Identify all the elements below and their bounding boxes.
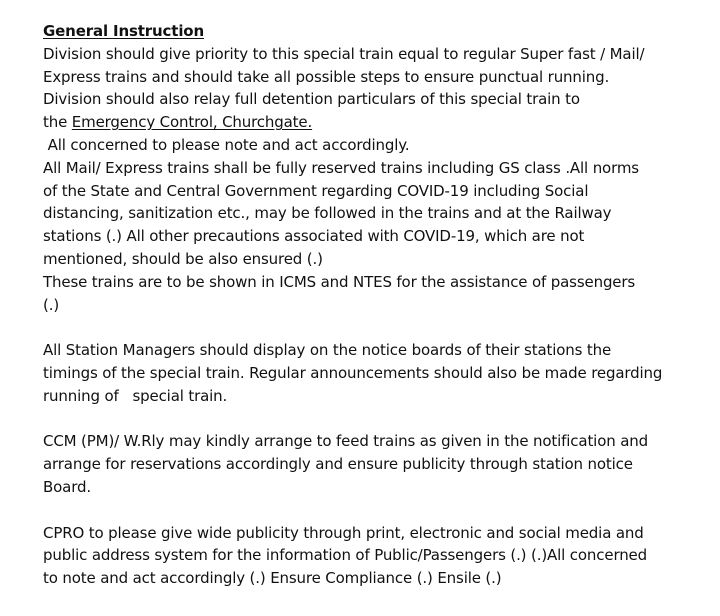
paragraph-covid-norms (43, 157, 713, 317)
text-line (43, 111, 713, 134)
text-line: All Mail/ Express trains shall be fully reserved trains including GS class .All norms (43, 158, 639, 177)
paragraph-ccm (43, 430, 713, 498)
text-line: Division should give priority to this special train equal to regular Super fast / Mail/ (43, 44, 645, 63)
paragraph-station-managers (43, 339, 713, 407)
text-fragment: the (43, 113, 72, 132)
paragraph-spacer (43, 408, 713, 431)
text-line: of the State and Central Government regarding COVID-19 including Social (43, 181, 589, 200)
text-line: These trains are to be shown in ICMS and NTES for the assistance of passengers (43, 272, 636, 291)
text-line: CPRO to please give wide publicity through print, electronic and social media and (43, 523, 644, 542)
section-heading: General Instruction (43, 22, 204, 40)
text-line: (.) (43, 295, 60, 314)
document-body (43, 20, 713, 590)
paragraph-cpro (43, 522, 713, 590)
text-line: stations (.) All other precautions associated with COVID-19, which are not (43, 227, 585, 246)
text-line: timings of the special train. Regular announcements should also be made regarding (43, 363, 663, 382)
text-line: All Station Managers should display on the notice boards of their stations the (43, 341, 612, 360)
text-line: Division should also relay full detention particulars of this special train to (43, 90, 580, 109)
text-line: All concerned to please note and act accordingly. (43, 135, 410, 154)
text-line: distancing, sanitization etc., may be followed in the trains and at the Railway (43, 204, 612, 223)
text-line: running of special train. (43, 386, 228, 405)
text-line: Board. (43, 477, 91, 496)
emergency-control-reference: Emergency Control, Churchgate. (71, 113, 313, 132)
paragraph-spacer (43, 499, 713, 522)
text-line: to note and act accordingly (.) Ensure Compliance (.) Ensile (.) (43, 569, 502, 588)
paragraph-spacer (43, 316, 713, 339)
text-line: CCM (PM)/ W.Rly may kindly arrange to feed trains as given in the notification and (43, 432, 648, 451)
text-line: mentioned, should be also ensured (.) (43, 249, 323, 268)
paragraph-priority (43, 43, 713, 157)
text-line: arrange for reservations accordingly and ensure publicity through station notice (43, 455, 633, 474)
text-line: Express trains and should take all possible steps to ensure punctual running. (43, 67, 610, 86)
text-line: public address system for the information of Public/Passengers (.) (.)All concerned (43, 546, 648, 565)
